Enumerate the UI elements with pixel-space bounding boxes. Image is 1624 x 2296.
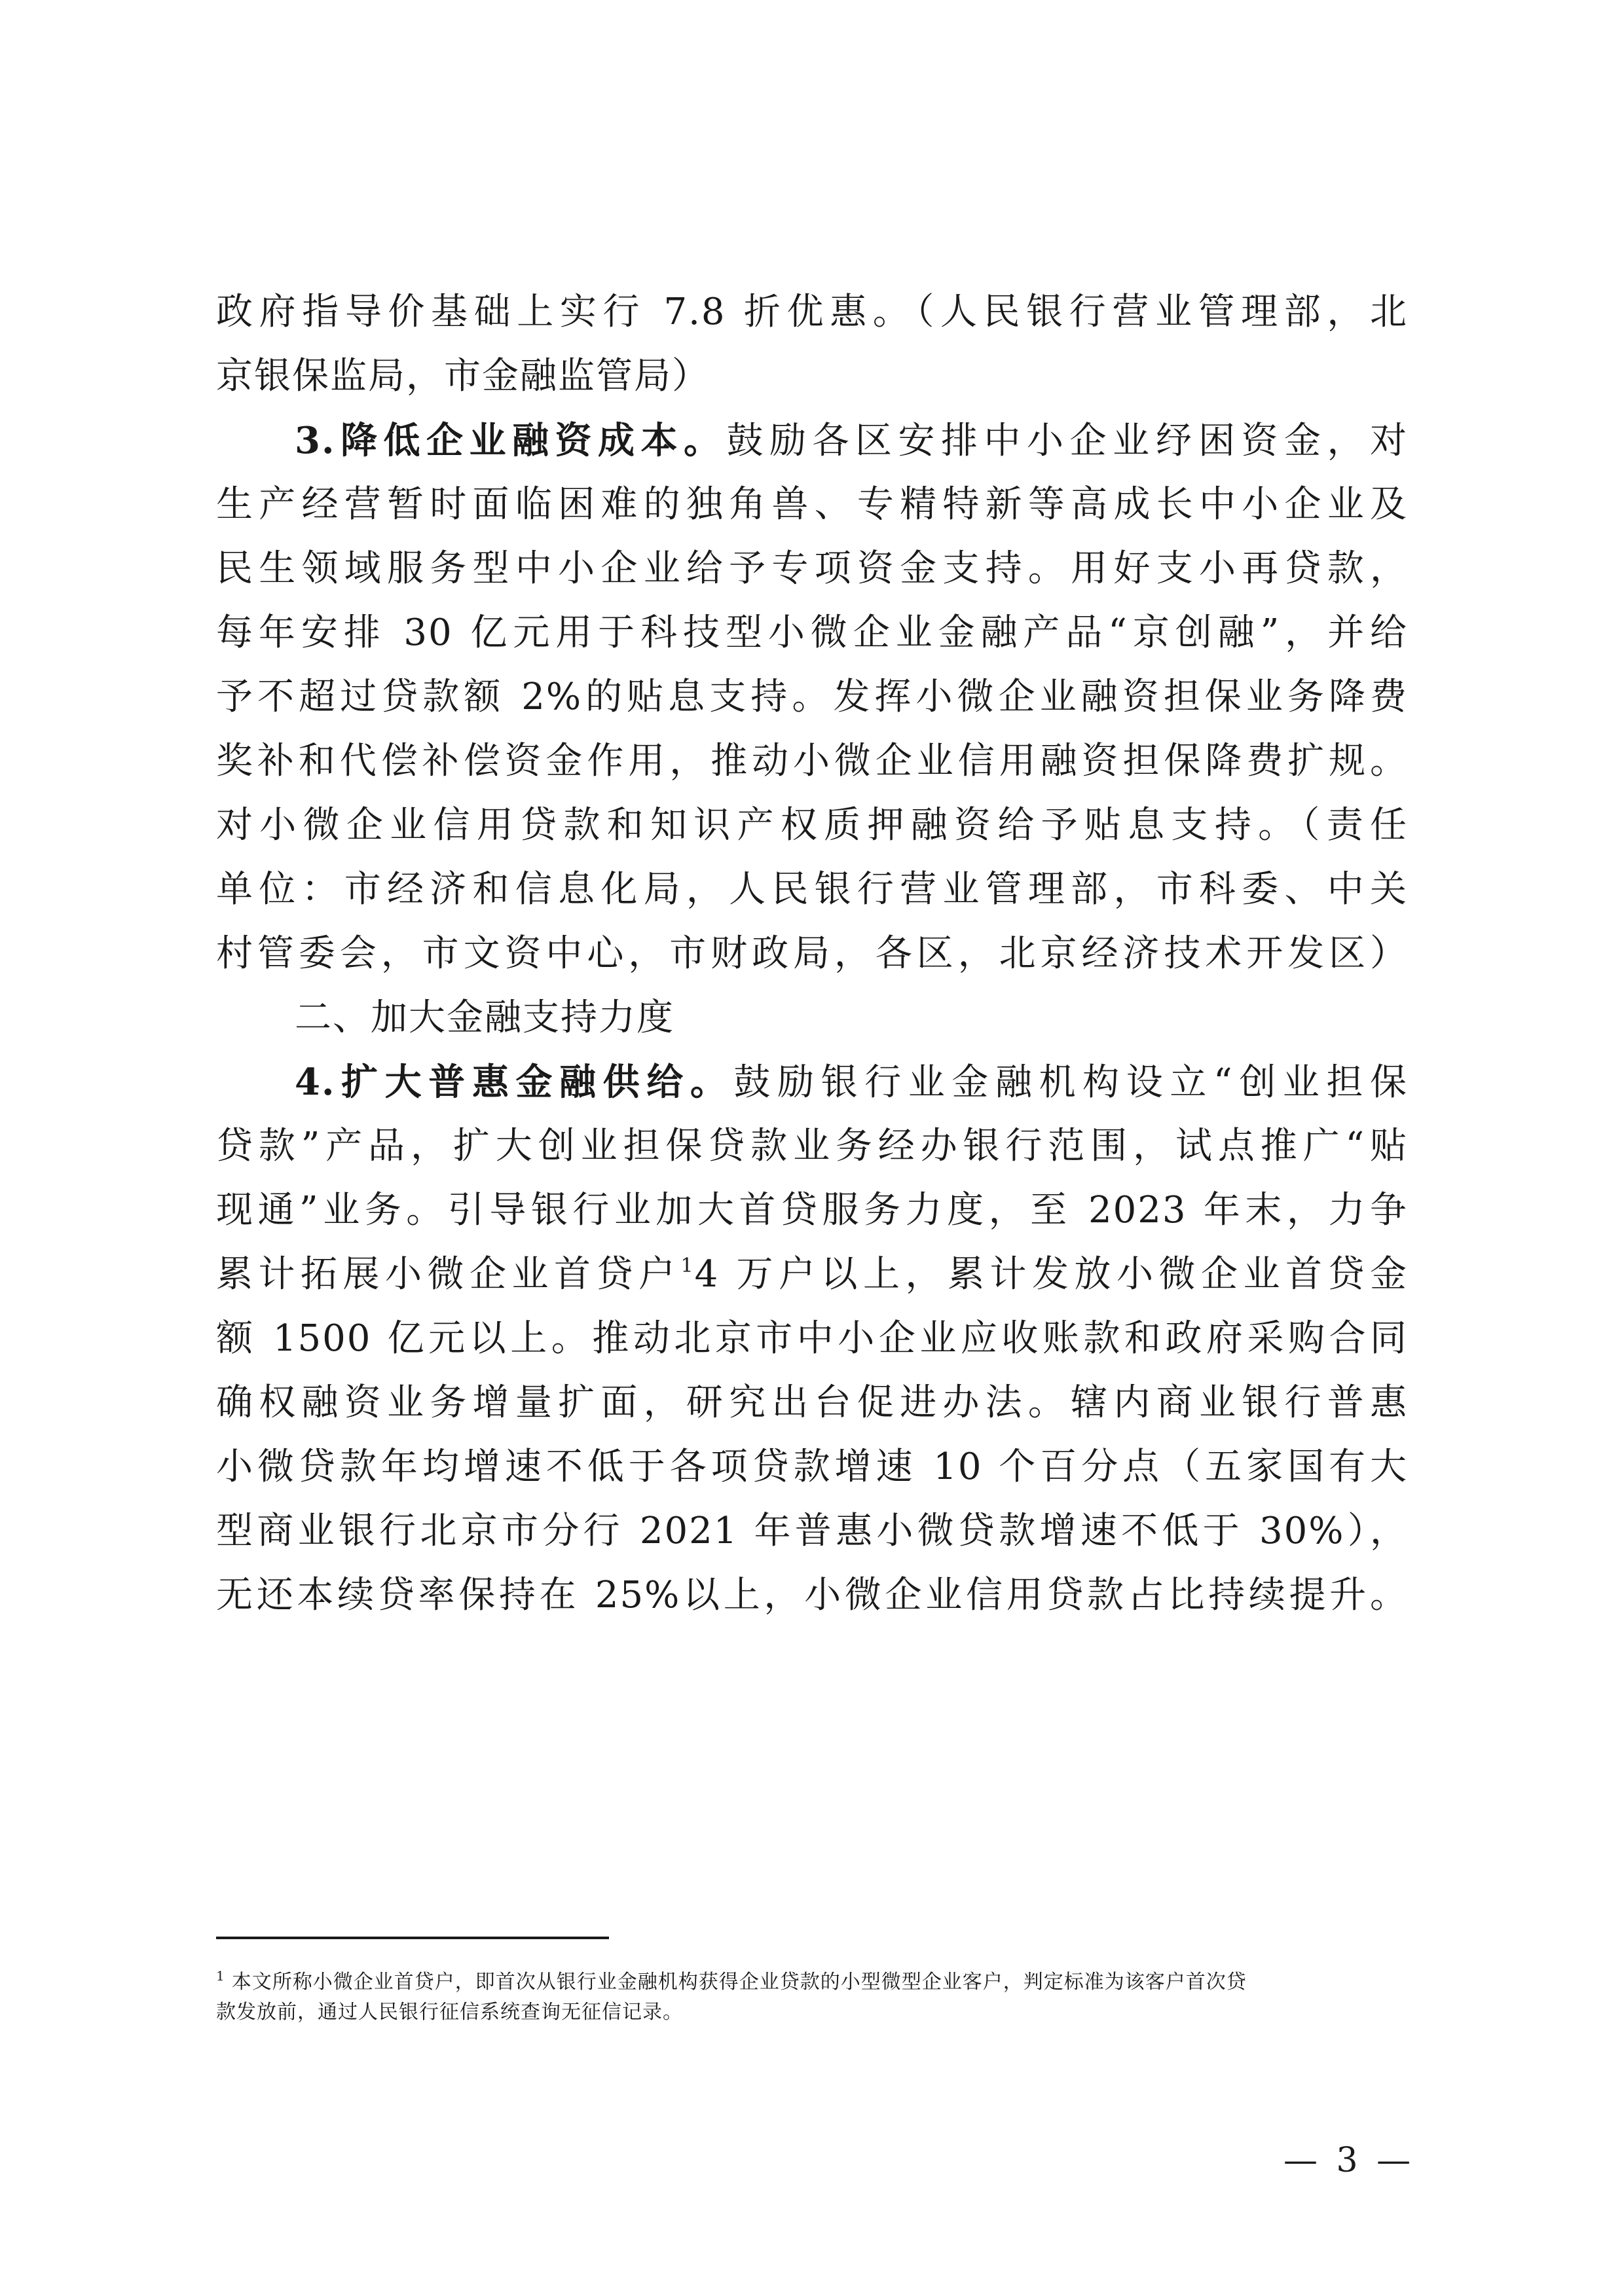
item-lead: 4.扩大普惠金融供给。 <box>295 1061 734 1104</box>
body-text <box>216 280 1408 1628</box>
text-line: 予不超过贷款额 2%的贴息支持。发挥小微企业融资担保业务降费 <box>216 676 1408 718</box>
text-line: 对小微企业信用贷款和知识产权质押融资给予贴息支持。（责任 <box>216 804 1408 847</box>
text-line: 京银保监局，市金融监管局） <box>216 355 710 397</box>
text-line: 单位：市经济和信息化局，人民银行营业管理部，市科委、中关 <box>216 868 1408 911</box>
text-line: 生产经营暂时面临困难的独角兽、专精特新等高成长中小企业及 <box>216 483 1408 526</box>
text-line: 型商业银行北京市分行 2021 年普惠小微贷款增速不低于 30%）， <box>216 1510 1408 1552</box>
footnote-reference[interactable]: 1 <box>680 1254 695 1277</box>
section-item-3 <box>216 409 1408 473</box>
text-line <box>216 1243 1408 1307</box>
footnote-marker: 1 <box>216 1968 225 1984</box>
text-line: 无还本续贷率保持在 25%以上，小微企业信用贷款占比持续提升。 <box>216 1574 1408 1616</box>
footnote <box>216 1967 1408 2028</box>
text-line: 奖补和代偿补偿资金作用，推动小微企业信用融资担保降费扩规。 <box>216 740 1408 782</box>
footnote-line <box>216 1967 1408 1997</box>
item-lead: 3.降低企业融资成本。 <box>295 419 727 462</box>
text-line: 额 1500 亿元以上。推动北京市中小企业应收账款和政府采购合同 <box>216 1317 1408 1360</box>
section-heading: 二、加大金融支持力度 <box>295 996 674 1039</box>
section-item-4 <box>216 1050 1408 1114</box>
text-line: 民生领域服务型中小企业给予专项资金支持。用好支小再贷款， <box>216 547 1408 590</box>
text-line: 贷款”产品，扩大创业担保贷款业务经办银行范围，试点推广“贴 <box>216 1125 1408 1167</box>
text-line: 确权融资业务增量扩面，研究出台促进办法。辖内商业银行普惠 <box>216 1381 1408 1424</box>
page-number: — 3 — <box>1283 2141 1415 2180</box>
text-line: 小微贷款年均增速不低于各项贷款增速 10 个百分点（五家国有大 <box>216 1446 1408 1488</box>
item-text: 鼓励银行业金融机构设立“创业担保 <box>733 1061 1408 1104</box>
text-line: 现通”业务。引导银行业加大首贷服务力度，至 2023 年末，力争 <box>216 1189 1408 1231</box>
footnote-line: 款发放前，通过人民银行征信系统查询无征信记录。 <box>216 2001 683 2024</box>
text-segment: 4 万户以上，累计发放小微企业首贷金 <box>694 1253 1409 1296</box>
item-text: 鼓励各区安排中小企业纾困资金，对 <box>726 420 1409 462</box>
text-segment: 累计拓展小微企业首贷户 <box>216 1253 681 1296</box>
footnote-divider <box>216 1937 609 1939</box>
text-line: 政府指导价基础上实行 7.8 折优惠。（人民银行营业管理部，北 <box>216 291 1408 333</box>
footnote-text: 本文所称小微企业首贷户，即首次从银行业金融机构获得企业贷款的小型微型企业客户，判定标准为该客户首次贷 <box>231 1971 1247 1994</box>
text-line: 村管委会，市文资中心，市财政局，各区，北京经济技术开发区） <box>216 932 1408 975</box>
text-line: 每年安排 30 亿元用于科技型小微企业金融产品“京创融”，并给 <box>216 611 1408 654</box>
